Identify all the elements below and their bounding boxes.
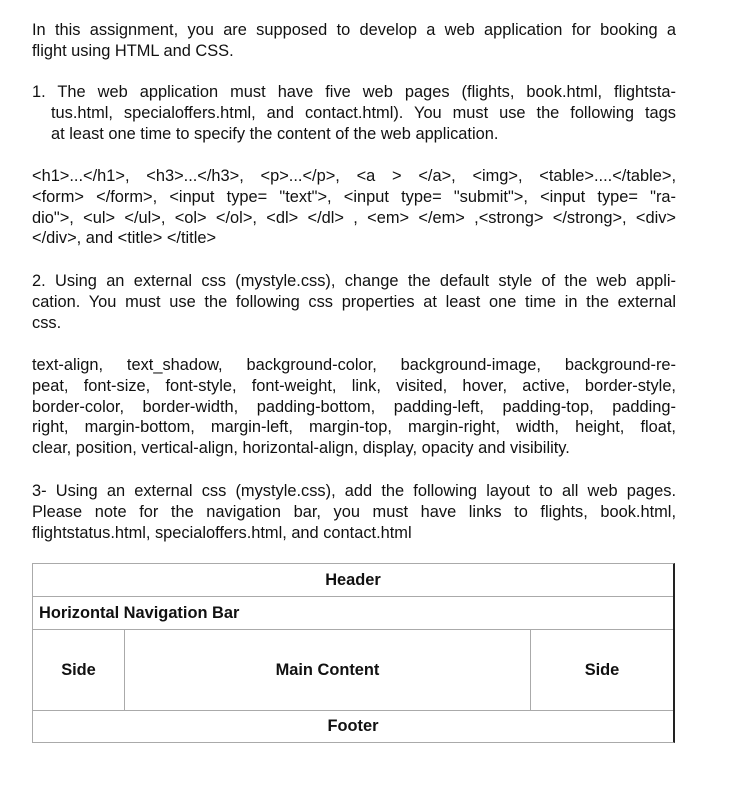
requirement-1-line: 1. The web application must have five web pages (flights, book.html, flightsta- <box>32 83 676 101</box>
layout-middle-row <box>33 630 673 711</box>
requirement-1-line: at least one time to specify the content of the web application. <box>51 124 499 143</box>
layout-footer-label: Footer <box>327 717 379 735</box>
requirement-2 <box>32 271 676 333</box>
requirement-3-line: flightstatus.html, specialoffers.html, and contact.html <box>32 523 412 542</box>
layout-header-label: Header <box>325 570 381 589</box>
required-css-properties <box>32 355 676 459</box>
intro-line: In this assignment, you are supposed to develop a web application for booking a <box>32 21 676 39</box>
layout-side-left: Side <box>33 630 125 710</box>
requirement-2-line: 2. Using an external css (mystyle.css), change the default style of the web appli- <box>32 272 676 290</box>
layout-diagram <box>32 563 675 743</box>
properties-line: clear, position, vertical-align, horizontal-align, display, opacity and visibility. <box>32 439 570 458</box>
intro-paragraph <box>32 20 676 62</box>
requirement-3-line: 3- Using an external css (mystyle.css), add the following layout to all web pages. <box>32 482 676 500</box>
requirement-2-line: cation. You must use the following css properties at least one time in the external <box>32 292 676 311</box>
required-tags-list <box>32 166 676 249</box>
layout-side-right: Side <box>584 660 620 679</box>
properties-line: text-align, text_shadow, background-color, background-image, background-re- <box>32 356 676 374</box>
requirement-1 <box>32 82 676 144</box>
requirement-3 <box>32 481 676 543</box>
layout-header-row <box>33 564 673 597</box>
requirement-2-line: css. <box>32 313 62 332</box>
requirement-1-line: tus.html, specialoffers.html, and contact.html). You must use the following tags <box>51 103 676 122</box>
tags-line: <form> </form>, <input type= "text">, <input type= "submit">, <input type= "ra- <box>32 187 676 206</box>
properties-line: right, margin-bottom, margin-left, margin-top, margin-right, width, height, float, <box>32 418 676 437</box>
tags-line: dio">, <ul> </ul>, <ol> </ol>, <dl> </dl> , <em> </em> ,<strong> </strong>, <div> <box>32 208 676 227</box>
layout-nav-row <box>33 597 673 630</box>
layout-nav-label: Horizontal Navigation Bar <box>39 603 240 622</box>
properties-line: peat, font-size, font-style, font-weight, link, visited, hover, active, border-style, <box>32 376 676 395</box>
layout-footer-row <box>33 711 673 742</box>
tags-line: <h1>...</h1>, <h3>...</h3>, <p>...</p>, <a > </a>, <img>, <table>....</table>, <box>32 167 676 185</box>
tags-line: </div>, and <title> </title> <box>32 229 217 248</box>
properties-line: border-color, border-width, padding-bottom, padding-left, padding-top, padding- <box>32 397 676 416</box>
intro-line: flight using HTML and CSS. <box>32 41 234 60</box>
requirement-3-line: Please note for the navigation bar, you must have links to flights, book.html, <box>32 502 676 521</box>
layout-main-content: Main Content <box>125 630 531 710</box>
